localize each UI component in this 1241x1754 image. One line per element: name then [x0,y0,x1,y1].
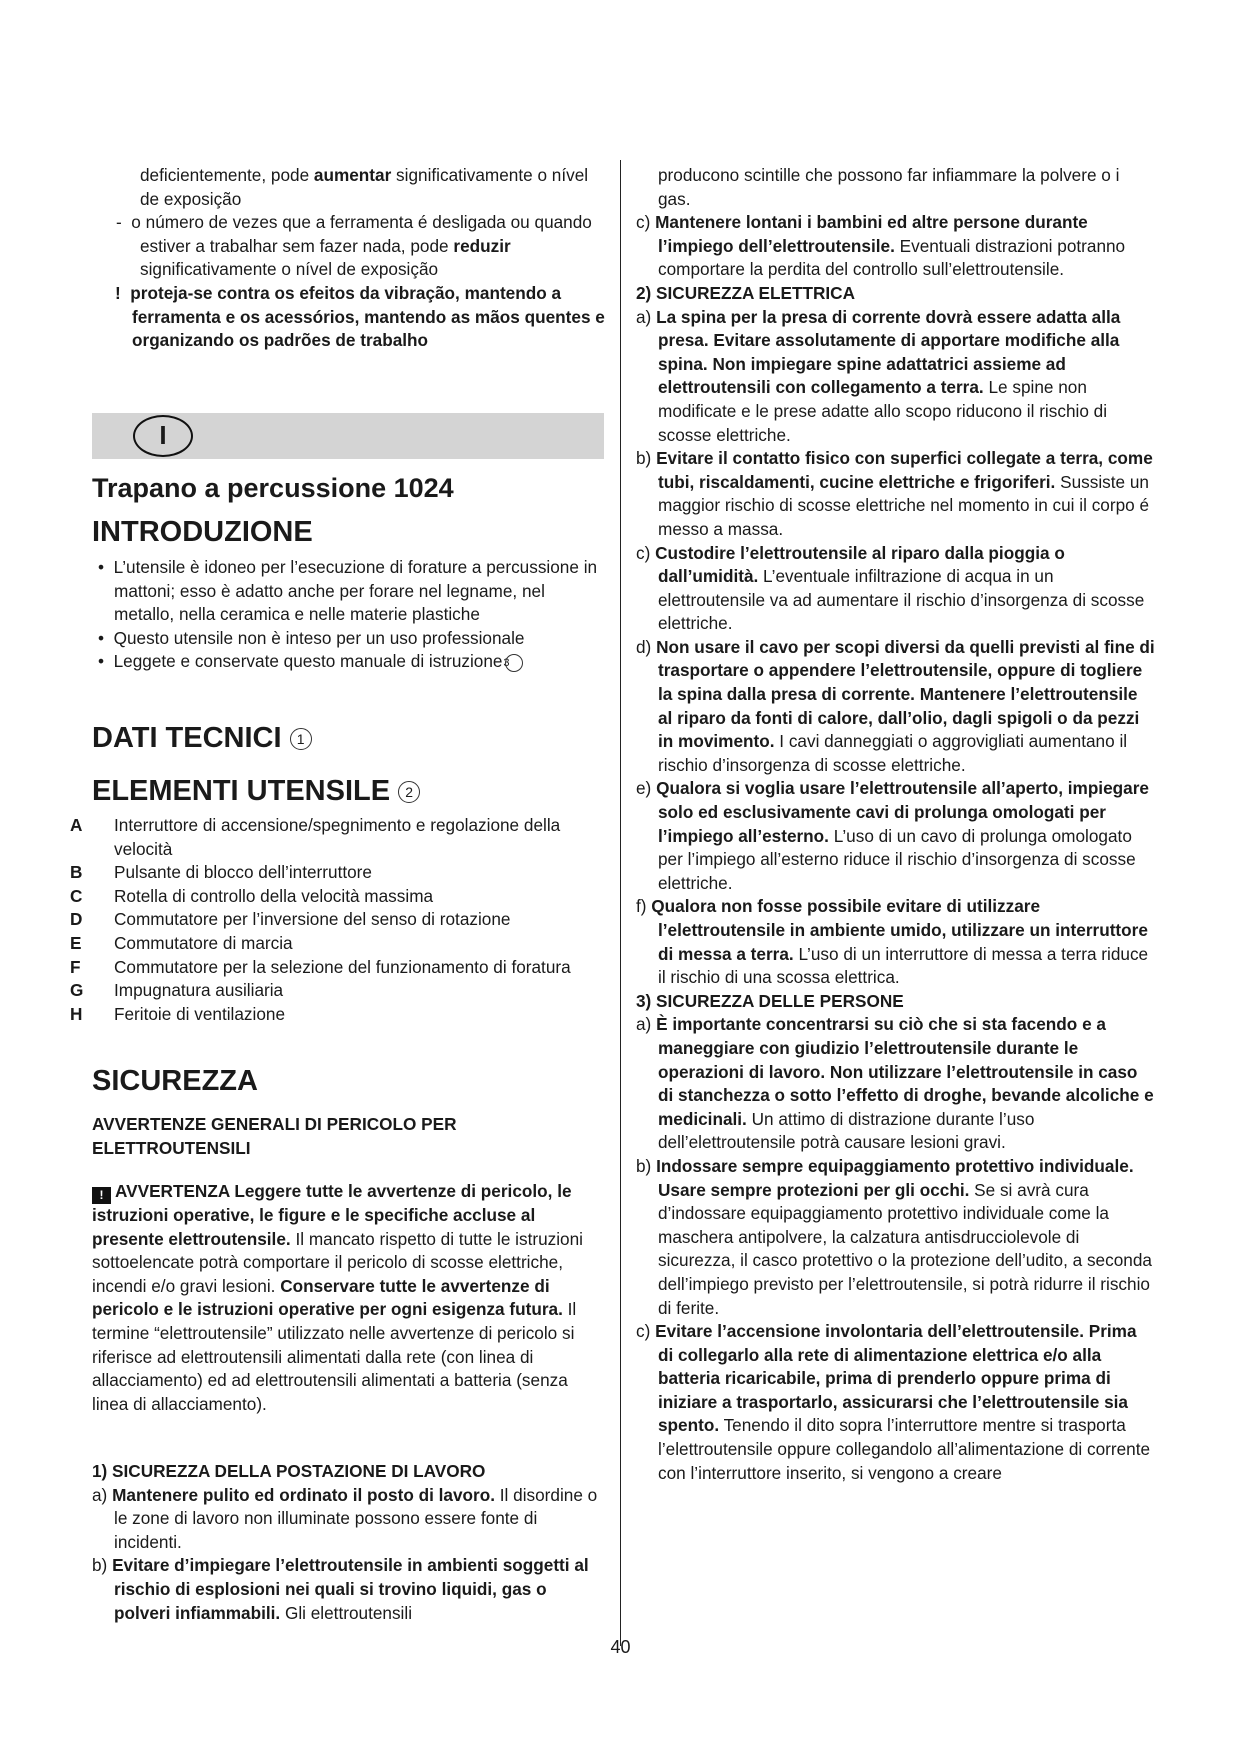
tech-heading: DATI TECNICI 1 [92,722,312,755]
list-item: f) Qualora non fosse possibile evitare di utilizzare l’elettroutensile in ambiente umido, utilizzare un interruttore di messa a terra. L’uso di un interruttore di messa a terra riduce il rischio di una scossa elettrica. [636,896,1149,988]
pt-line-3: ! proteja-se contra os efeitos da vibração, mantendo a ferramenta e os acessórios, mantendo as mãos quentes e organizando os padrões de trabalho [115,282,605,351]
list-item: B Pulsante di blocco dell’interruttore [70,862,372,883]
continuation-text: producono scintille che possono far infiammare la polvere o i gas. [658,165,1120,209]
general-warnings-heading: AVVERTENZE GENERALI DI PERICOLO PER ELETTROUTENSILI [92,1114,457,1158]
list-item: E Commutatore di marcia [70,932,293,953]
right-column [636,164,1156,1485]
figure-ref: 2 [398,781,420,803]
list-item: a) È importante concentrarsi su ciò che si sta facendo e a maneggiare con giudizio l’elettroutensile durante le operazioni di lavoro. Non utilizzare l’elettroutensile in caso di stanchezza o sotto l’effetto di droghe, bevande alcoliche e medicinali. Un attimo di distrazione durante l’uso dell’elettroutensile potrà causare lesioni gravi. [636,1014,1154,1153]
list-item: a) La spina per la presa di corrente dovrà essere adatta alla presa. Evitare assolutamente di apportare modifiche alla spina. Non impiegare spine adattatrici assieme ad elettroutensili con collegamento a terra. Le spine non modificate e le prese adatte allo scopo riducono il rischio di scosse elettriche. [636,306,1121,445]
list-item: e) Qualora si voglia usare l’elettroutensile all’aperto, impiegare solo ed esclusivamente cavi di prolunga omologati per l’impiego all’esterno. L’uso di un cavo di prolunga omologato per l’impiego all’esterno riduce il rischio d’insorgenza di scosse elettriche. [636,778,1149,893]
list-item: a) Mantenere pulito ed ordinato il posto di lavoro. Il disordine o le zone di lavoro non illuminate possono essere fonte di incidenti. [92,1484,598,1552]
product-title: Trapano a percussione 1024 [92,473,454,503]
elements-list [70,814,607,1026]
safety-heading: SICUREZZA [92,1065,258,1097]
list-item: c) Mantenere lontani i bambini ed altre persone durante l’impiego dell’elettroutensile. Eventuali distrazioni potranno comportare la perdita del controllo sull’elettroutensile. [636,212,1126,280]
left-column [92,164,607,353]
list-item: c) Custodire l’elettroutensile al riparo dalla pioggia o dall’umidità. L’eventuale infiltrazione di acqua in un elettroutensile va ad aumentare il rischio d’insorgenza di scosse elettriche. [636,542,1145,634]
pt-line-2: - o número de vezes que a ferramenta é desligada ou quando estiver a trabalhar sem fazer nada, pode reduzir significativamente o nível de exposição [116,212,592,280]
list-item: • L’utensile è idoneo per l’esecuzione di forature a percussione in mattoni; esso è adatto anche per forare nel legname, nel metallo, nella ceramica e nelle materie plastiche [98,557,598,625]
pt-line-1: deficientemente, pode aumentar significativamente o nível de exposição [140,165,589,209]
figure-ref: 3 [505,654,523,672]
list-item: • Questo utensile non è inteso per un uso professionale [98,627,525,648]
column-divider [620,160,621,1646]
warning-paragraph [92,1180,607,1416]
warning-text: ! AVVERTENZA Leggere tutte le avvertenze di pericolo, le istruzioni operative, le figure e le specifiche accluse al presente elettroutensile. Il mancato rispetto di tutte le istruzioni sottoelencate potrà comportare il pericolo di scosse elettriche, incendi e/o gravi lesioni. Conservare tutte le avvertenze di pericolo e le istruzioni operative per ogni esigenza futura. Il termine “elettroutensile” utilizzato nelle avvertenze di pericolo si riferisce ad elettroutensili alimentati dalla rete (con linea di allacciamento) ed ad elettroutensili alimentati a batteria (senza linea di allacciamento). [92,1181,583,1414]
list-item: • Leggete e conservate questo manuale di istruzione3 [92,650,607,674]
list-item: b) Evitare il contatto fisico con superfici collegate a terra, come tubi, riscaldamenti, cucine elettriche e frigoriferi. Sussiste un maggior rischio di scosse elettriche nel momento in cui il corpo é messo a massa. [636,448,1153,539]
list-item: b) Evitare d’impiegare l’elettroutensile in ambienti soggetti al rischio di esplosioni nei quali si trovino liquidi, gas o polveri infiammabili. Gli elettroutensili [92,1555,589,1623]
intro-heading: INTRODUZIONE [92,516,313,548]
section-1 [92,1460,607,1625]
elements-heading: ELEMENTI UTENSILE 2 [92,775,420,808]
language-band [92,413,604,459]
list-item: d) Non usare il cavo per scopi diversi da quelli previsti al fine di trasportare o appendere l’elettroutensile, oppure di togliere la spina dalla presa di corrente. Mantenere l’elettroutensile al riparo da fonti di calore, dall’olio, dagli spigoli o da pezzi in movimento. I cavi danneggiati o aggrovigliati aumentano il rischio d’insorgenza di scosse elettriche. [636,636,1155,775]
list-item: D Commutatore per l’inversione del senso di rotazione [70,909,511,930]
list-item: c) Evitare l’accensione involontaria dell’elettroutensile. Prima di collegarlo alla rete di alimentazione elettrica e/o alla batteria ricaricabile, prima di prenderlo oppure prima di iniziare a trasportarlo, assicurarsi che l’elettroutensile sia spento. Tenendo il dito sopra l’interruttore mentre si trasporta l’elettroutensile oppure collegandolo all’alimentazione di corrente con l’interruttore inserito, si vengono a creare [636,1321,1151,1483]
warning-icon: ! [92,1187,111,1204]
section-2-heading: 2) SICUREZZA ELETTRICA [636,282,855,303]
section-1-heading: 1) SICUREZZA DELLA POSTAZIONE DI LAVORO [92,1461,486,1481]
intro-list [92,556,607,674]
language-badge: I [133,415,193,457]
list-item: F Commutatore per la selezione del funzionamento di foratura [70,956,571,977]
section-3-heading: 3) SICUREZZA DELLE PERSONE [636,990,904,1011]
list-item: H Feritoie di ventilazione [70,1003,286,1024]
page-number: 40 [610,1637,631,1657]
list-item: C Rotella di controllo della velocità massima [70,885,434,906]
figure-ref: 1 [290,728,312,750]
list-item: A Interruttore di accensione/spegnimento e regolazione della velocità [70,815,561,859]
list-item: G Impugnatura ausiliaria [70,980,284,1001]
list-item: b) Indossare sempre equipaggiamento protettivo individuale. Usare sempre protezioni per gli occhi. Se si avrà cura d’indossare equipaggiamento protettivo individuale come la maschera antipolvere, la calzatura antisdrucciolevole di sicurezza, il casco protettivo o la protezione dell’udito, a seconda dell’impiego previsto per l’elettroutensile, si potrà ridurre il rischio di ferite. [636,1155,1152,1318]
